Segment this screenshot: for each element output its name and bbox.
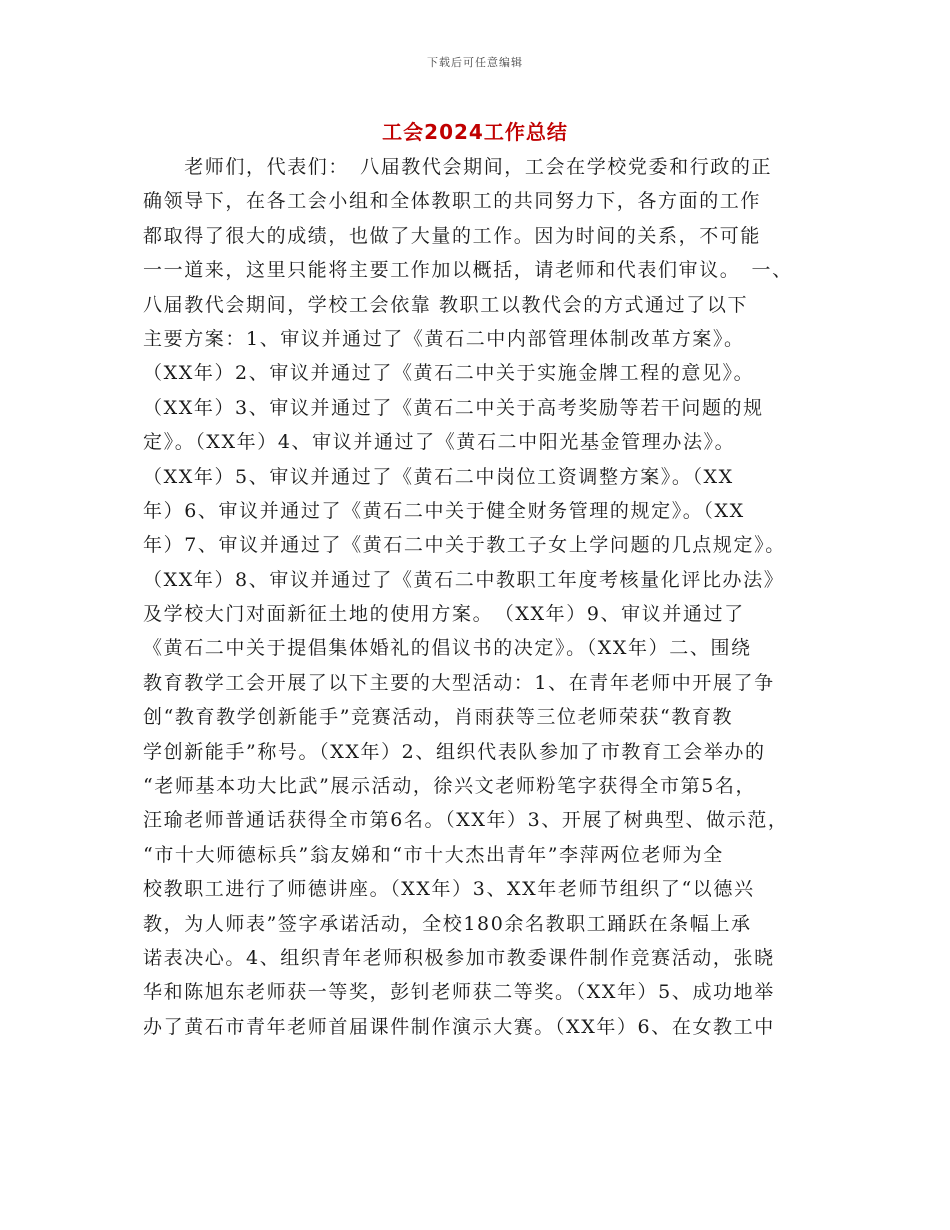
body-line: 教育教学工会开展了以下主要的大型活动：1、在青年老师中开展了争: [143, 671, 775, 694]
body-line: 都取得了很大的成绩，也做了大量的工作。因为时间的关系，不可能: [143, 224, 762, 247]
body-line: （XX年）2、审议并通过了《黄石二中关于实施金牌工程的意见》。: [143, 362, 755, 385]
document-title: 工会2024工作总结: [382, 120, 568, 144]
body-line: （XX年）3、审议并通过了《黄石二中关于高考奖励等若干问题的规: [143, 396, 764, 419]
body-line: 学创新能手”称号。（XX年）2、组织代表队参加了市教育工会举办的: [143, 740, 766, 763]
body-line: 办了黄石市青年老师首届课件制作演示大赛。（XX年）6、在女教工中: [143, 1015, 775, 1038]
page-header-note: 下载后可任意编辑: [427, 56, 523, 69]
body-line: 华和陈旭东老师获一等奖，彭钊老师获二等奖。（XX年）5、成功地举: [143, 981, 775, 1004]
body-line: 教，为人师表”签字承诺活动，全校180余名教职工踊跃在条幅上承: [143, 912, 752, 935]
body-line: “市十大师德标兵”翁友娣和“市十大杰出青年”李萍两位老师为全: [143, 843, 724, 866]
body-line: 老师们，代表们： 八届教代会期间，工会在学校党委和行政的正: [143, 156, 773, 178]
body-line: （XX年）8、审议并通过了《黄石二中教职工年度考核量化评比办法》: [143, 568, 785, 591]
body-line: 确领导下，在各工会小组和全体教职工的共同努力下，各方面的工作: [143, 190, 762, 213]
body-line: 主要方案：1、审议并通过了《黄石二中内部管理体制改革方案》。: [143, 327, 745, 350]
body-line: 校教职工进行了师德讲座。（XX年）3、XX年老师节组织了“以德兴: [143, 878, 755, 901]
body-line: 年）7、审议并通过了《黄石二中关于教工子女上学问题的几点规定》。: [143, 534, 786, 557]
body-line: 诺表决心。4、组织青年老师积极参加市教委课件制作竞赛活动，张晓: [143, 946, 775, 969]
body-line: 《黄石二中关于提倡集体婚礼的倡议书的决定》。（XX年）二、围绕: [143, 637, 752, 660]
body-line: 一一道来，这里只能将主要工作加以概括，请老师和代表们审议。 一、: [143, 259, 793, 282]
body-line: 八届教代会期间，学校工会依靠 教职工以教代会的方式通过了以下: [143, 293, 749, 316]
body-line: （XX年）5、审议并通过了《黄石二中岗位工资调整方案》。（XX: [143, 465, 734, 488]
body-line: “老师基本功大比武”展示活动，徐兴文老师粉笔字获得全市第5名，: [143, 775, 757, 798]
body-line: 定》。（XX年）4、审议并通过了《黄石二中阳光基金管理办法》。: [143, 431, 736, 454]
document-body: [143, 150, 815, 1044]
body-line: 创“教育教学创新能手”竞赛活动，肖雨获等三位老师荣获“教育教: [143, 706, 734, 729]
body-line: 年）6、审议并通过了《黄石二中关于健全财务管理的规定》。（XX: [143, 499, 745, 522]
body-line: 及学校大门对面新征土地的使用方案。 （XX年）9、审议并通过了: [143, 603, 745, 626]
body-line: 汪瑜老师普通话获得全市第6名。（XX年）3、开展了树典型、做示范，: [143, 809, 789, 832]
